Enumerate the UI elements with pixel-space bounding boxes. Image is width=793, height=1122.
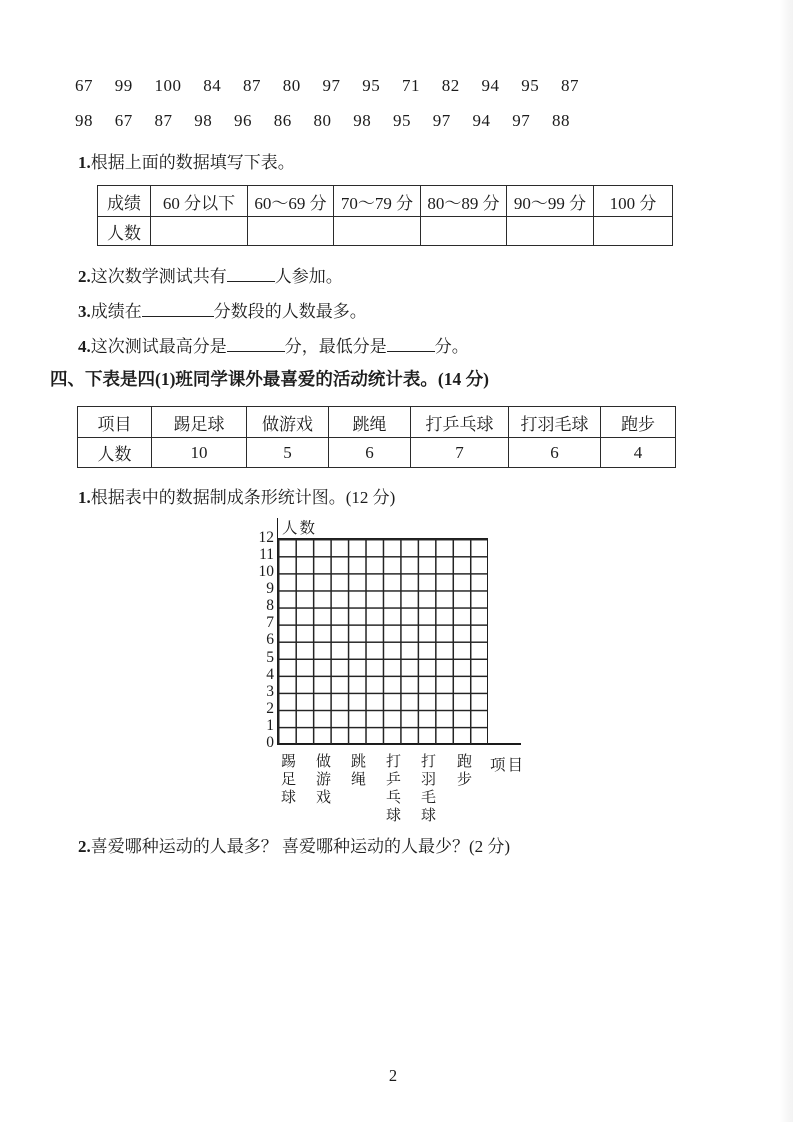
ytick-9: 9 [266, 580, 274, 597]
table2-value-running: 4 [601, 438, 676, 468]
subquestion-2 [78, 832, 510, 857]
question-1-number: 1. [78, 153, 91, 172]
table2-value-soccer: 10 [152, 438, 247, 468]
category-label-ropejump: 跳绳 [349, 753, 365, 789]
table2-header-ropejump: 跳绳 [329, 407, 411, 438]
table-row [98, 217, 673, 246]
table-activities [77, 406, 676, 468]
answer-blank [227, 336, 285, 352]
ytick-0: 0 [266, 734, 274, 751]
table1-empty-cell [594, 217, 673, 246]
question-2 [78, 262, 343, 287]
page-number: 2 [388, 1066, 398, 1085]
table2-value-ropejump: 6 [329, 438, 411, 468]
table1-header-60-69: 60～69 分 [248, 186, 334, 217]
table2-header-games: 做游戏 [247, 407, 329, 438]
table-score-distribution [97, 185, 673, 246]
question-2-number: 2. [78, 267, 91, 286]
table2-header-item: 项目 [78, 407, 152, 438]
ytick-12: 12 [258, 529, 274, 546]
subquestion-1 [78, 483, 395, 508]
question-4-number: 4. [78, 337, 91, 356]
question-3-text-post: 分数段的人数最多。 [213, 302, 367, 321]
ytick-1: 1 [266, 717, 274, 734]
table2-row-label: 人数 [78, 438, 152, 468]
subquestion-1-text: 根据表中的数据制成条形统计图。(12 分) [90, 488, 396, 507]
subquestion-2-text: 喜爱哪种运动的人最多？ 喜爱哪种运动的人最少？(2 分) [90, 837, 511, 856]
table1-empty-cell [421, 217, 507, 246]
ytick-3: 3 [266, 683, 274, 700]
category-label-soccer: 踢足球 [279, 753, 295, 807]
table-row [78, 407, 676, 438]
ytick-6: 6 [266, 631, 274, 648]
score-numbers-row-1: 67 99 100 84 87 80 97 95 71 82 94 95 87 [75, 76, 579, 95]
table2-value-badminton: 6 [509, 438, 601, 468]
ytick-8: 8 [266, 597, 274, 614]
table1-row-label: 人数 [98, 217, 151, 246]
ytick-10: 10 [258, 563, 274, 580]
table2-value-pingpong: 7 [411, 438, 509, 468]
table1-header-80-89: 80～89 分 [421, 186, 507, 217]
table1-empty-cell [334, 217, 421, 246]
table1-header-below60: 60 分以下 [151, 186, 248, 217]
question-3-text-pre: 成绩在 [90, 302, 142, 321]
table1-empty-cell [151, 217, 248, 246]
score-numbers-row-2: 98 67 87 98 96 86 80 98 95 97 94 97 88 [75, 111, 570, 130]
question-2-text-pre: 这次数学测试共有 [90, 267, 227, 286]
table2-header-soccer: 踢足球 [152, 407, 247, 438]
chart-ylabel: 人数 [282, 520, 318, 537]
question-4-text-mid: 分，最低分是 [284, 337, 387, 356]
question-4-text-post: 分。 [434, 337, 469, 356]
bar-chart [250, 515, 580, 827]
subquestion-2-number: 2. [78, 837, 91, 856]
question-4 [78, 332, 469, 357]
subquestion-1-number: 1. [78, 488, 91, 507]
table1-header-90-99: 90～99 分 [507, 186, 594, 217]
table1-empty-cell [507, 217, 594, 246]
table2-header-badminton: 打羽毛球 [509, 407, 601, 438]
table-row [78, 438, 676, 468]
table2-header-pingpong: 打乒乓球 [411, 407, 509, 438]
category-label-running: 跑步 [455, 753, 471, 789]
question-4-text-pre: 这次测试最高分是 [90, 337, 227, 356]
answer-blank [387, 336, 435, 352]
category-label-badminton: 打羽毛球 [419, 753, 435, 825]
table2-header-running: 跑步 [601, 407, 676, 438]
scan-edge-shadow [779, 0, 793, 1122]
ytick-11: 11 [259, 546, 274, 563]
section-4-title: 四、下表是四(1)班同学课外最喜爱的活动统计表。(14 分) [50, 369, 489, 389]
ytick-4: 4 [266, 666, 274, 683]
table2-value-games: 5 [247, 438, 329, 468]
table1-header-70-79: 70～79 分 [334, 186, 421, 217]
question-2-text-post: 人参加。 [274, 267, 343, 286]
answer-blank [142, 301, 214, 317]
category-label-pingpong: 打乒乓球 [384, 753, 400, 825]
category-label-games: 做游戏 [314, 753, 330, 807]
question-1 [78, 148, 295, 173]
ytick-5: 5 [266, 649, 274, 666]
chart-xlabel: 项目 [490, 757, 526, 774]
question-3 [78, 297, 367, 322]
ytick-2: 2 [266, 700, 274, 717]
ytick-7: 7 [266, 614, 274, 631]
table1-empty-cell [248, 217, 334, 246]
table-row [98, 186, 673, 217]
bar-chart-grid [277, 538, 488, 745]
answer-blank [227, 266, 275, 282]
table1-header-score: 成绩 [98, 186, 151, 217]
question-1-text: 根据上面的数据填写下表。 [90, 153, 295, 172]
question-3-number: 3. [78, 302, 91, 321]
table1-header-100: 100 分 [594, 186, 673, 217]
